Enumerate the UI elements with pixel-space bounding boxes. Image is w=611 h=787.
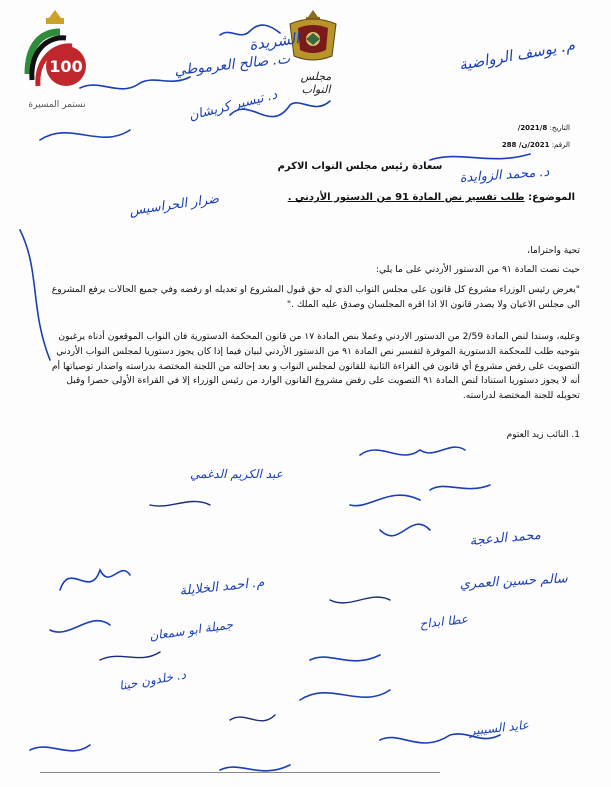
- centennial-logo: [20, 4, 90, 104]
- sig-text: ضرار الحراسيس: [128, 191, 221, 219]
- date-value: 2021/8/: [517, 124, 548, 132]
- sig-text: م. احمد الخلايلة: [178, 575, 265, 599]
- date-row: [470, 124, 570, 132]
- date-label: التاريخ:: [549, 124, 570, 132]
- ref-label: الرقم:: [551, 141, 570, 149]
- jordan-crest-icon: [286, 8, 340, 64]
- sig-text: عبد الكريم الدغمي: [190, 467, 283, 481]
- subject-label: الموضوع:: [528, 192, 575, 203]
- logo-caption: نستمر المسيرة: [28, 100, 86, 110]
- intro-paragraph: حيث نصت المادة ٩١ من الدستور الأردني على ما يلي:: [375, 264, 580, 275]
- sig-text: محمد الدعجة: [469, 527, 542, 549]
- logo-number: 100: [49, 57, 83, 76]
- footer-divider: [40, 772, 440, 773]
- quoted-article: "يعرض رئيس الوزراء مشروع كل قانون على مجلس النواب الذي له حق قبول المشروع او تعديله او رفضه وفي جميع الحالات يرفع المشروع الى مجلس الاعيان ولا يصدر قانون الا اذا اقره المجلسان وصدق عليه الملك .": [51, 284, 580, 310]
- sig-text: عطا ابداح: [418, 611, 469, 631]
- sig-text: الشريدة: [248, 29, 301, 54]
- sig-text: جميلة ابو سمعان: [148, 617, 234, 643]
- signatory-first: 1. النائب زيد العتوم: [506, 430, 580, 440]
- sig-text: عايد السيبير: [468, 717, 530, 738]
- sig-text: د. خلدون حينا: [118, 667, 187, 693]
- request-paragraph: وعليه، وسندا لنص المادة 2/59 من الدستور الاردني وعملا بنص المادة ١٧ من قانون المحكمة الدستورية فان النواب الموقعون أدناه يرغبون بتوجيه طلب للمحكمة الدستورية الموقرة لتفسير نص المادة ٩١ من الدستور الأردني لبيان فيما إذا كان يجوز دستوريا لمجلس النواب الأردني التصويت على رفض مشروع أي قانون في القراءة الثانية للقانون لمجلس النواب و بعد إحالته من اللجنة المختصة بدراسته واصدار توصياتها أم أنه لا يجوز دستوريا استنادا لنص المادة ٩١ التصويت على رفض مشروع القانون الوارد من رئيس الوزراء إلا في القراءة الأولى حصرا وقبل تحويله للجنة المختصة لدراسته.: [51, 331, 580, 402]
- sig-text: سالم حسين العمري: [459, 571, 568, 592]
- sig-text: ت. صالح العرموطي: [173, 50, 291, 79]
- subject-text: طلب تفسير نص المادة 91 من الدستور الأردني .: [287, 192, 525, 203]
- recipient: سعادة رئيس مجلس النواب الاكرم: [277, 161, 443, 172]
- subject-line: [175, 192, 575, 203]
- sig-text: د. تيسير كريشان: [187, 87, 279, 124]
- parliament-name: مجلس النواب: [300, 70, 332, 96]
- ref-value: 2021/ن/ 288: [501, 141, 550, 149]
- greeting: تحية واحتراما،: [527, 245, 580, 256]
- sig-text: م. يوسف الرواضية: [457, 35, 577, 74]
- reference-row: [470, 141, 570, 149]
- sig-text: د. محمد الزوايدة: [459, 164, 550, 186]
